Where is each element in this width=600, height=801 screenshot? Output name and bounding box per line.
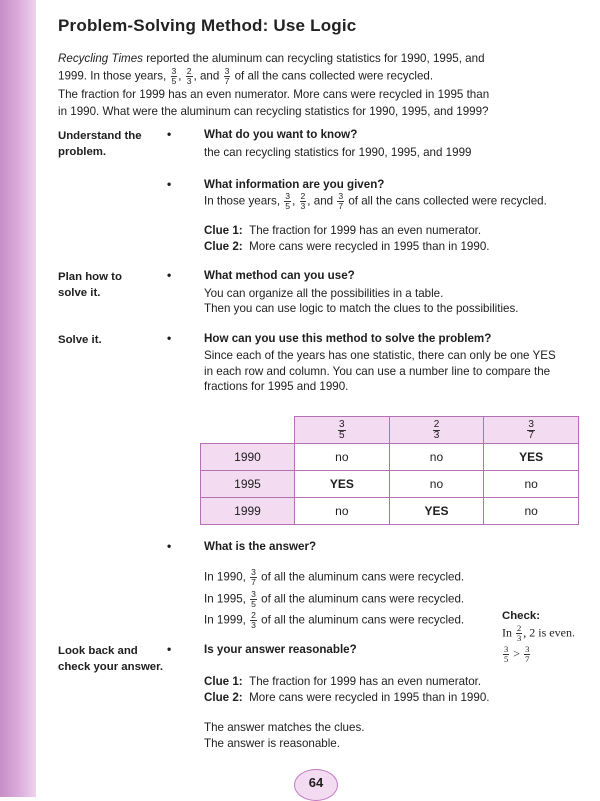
row-header: 1999 xyxy=(201,498,295,525)
step-label-solve: Solve it. xyxy=(58,334,102,346)
solve-text-1: Since each of the years has one statistic, there can only be one YES xyxy=(204,349,556,362)
fraction: $\frac{3}{7}$ xyxy=(251,567,256,587)
row-header: 1995 xyxy=(201,471,295,498)
answer-what-given: In those years, $\frac{3}{5}$ , $\frac{2}{3}$ , and $\frac{3}{7}$ of all the cans collected were recycled. xyxy=(204,191,547,211)
clue-2: Clue 2: More cans were recycled in 1995 than in 1990. xyxy=(204,691,490,704)
table-row xyxy=(201,498,579,525)
fraction: $\frac{3}{7}$ xyxy=(338,191,344,211)
check-box: Check: In $\frac{2}{3}$ , 2 is even. $\frac{3}{5}$ > $\frac{3}{7}$ xyxy=(502,610,575,664)
step-label-look-back: Look back and check your answer. xyxy=(58,645,164,673)
conclusion-2: The answer is reasonable. xyxy=(204,737,340,750)
bullet: • xyxy=(167,268,172,282)
intro-line-2: 1999. In those years, $\frac{3}{5}$ , $\frac{2}{3}$ , and $\frac{3}{7}$ of all the cans collected were recycled. xyxy=(58,66,434,86)
intro-line-4: in 1990. What were the aluminum can recycling statistics for 1990, 1995, and 1999? xyxy=(58,105,489,118)
bullet: • xyxy=(167,127,172,141)
table-cell: no xyxy=(295,444,390,471)
fraction: $\frac{3}{7}$ xyxy=(224,66,230,86)
table-cell: no xyxy=(389,471,484,498)
solve-text-3: fractions for 1995 and 1990. xyxy=(204,380,349,393)
publication-name: Recycling Times xyxy=(58,52,143,65)
fraction: $\frac{2}{3}$ xyxy=(300,191,306,211)
page-title: Problem-Solving Method: Use Logic xyxy=(58,16,357,35)
clue-1: Clue 1: The fraction for 1999 has an even numerator. xyxy=(204,675,482,688)
question-what-answer: What is the answer? xyxy=(204,540,317,553)
decorative-side-strip xyxy=(0,0,36,797)
question-reasonable: Is your answer reasonable? xyxy=(204,643,357,656)
fraction: $\frac{3}{5}$ xyxy=(504,644,509,664)
intro-line-3: The fraction for 1999 has an even numerator. More cans were recycled in 1995 than xyxy=(58,88,490,101)
clue-2: Clue 2: More cans were recycled in 1995 than in 1990. xyxy=(204,240,490,253)
page-number: 64 xyxy=(294,769,338,801)
table-cell: no xyxy=(484,498,579,525)
check-line-compare: $\frac{3}{5}$ > $\frac{3}{7}$ xyxy=(504,644,530,664)
row-header: 1990 xyxy=(201,444,295,471)
question-what-know: What do you want to know? xyxy=(204,128,358,141)
fraction: $\frac{3}{5}$ xyxy=(251,589,256,609)
fraction: $\frac{3}{5}$ xyxy=(171,66,177,86)
table-row xyxy=(201,471,579,498)
answer-method-1: You can organize all the possibilities in a table. xyxy=(204,287,444,300)
column-header: $\frac{2}{3}$ xyxy=(389,417,484,444)
table-header-row xyxy=(201,417,579,444)
step-label-understand: Understand the problem. xyxy=(58,130,142,158)
check-line-even: In $\frac{2}{3}$ , 2 is even. xyxy=(502,623,575,643)
column-header: $\frac{3}{5}$ xyxy=(295,417,390,444)
table-corner xyxy=(201,417,295,444)
answer-line: In 1995, $\frac{3}{5}$ of all the aluminum cans were recycled. xyxy=(204,589,465,609)
question-what-method: What method can you use? xyxy=(204,269,355,282)
table-cell: no xyxy=(389,444,484,471)
answer-what-know: the can recycling statistics for 1990, 1995, and 1999 xyxy=(204,146,472,159)
step-label-plan: Plan how to solve it. xyxy=(58,271,122,299)
bullet: • xyxy=(167,539,172,553)
question-what-given: What information are you given? xyxy=(204,178,385,191)
question-how-use: How can you use this method to solve the problem? xyxy=(204,332,492,345)
conclusion-1: The answer matches the clues. xyxy=(204,721,365,734)
bullet: • xyxy=(167,331,172,345)
clue-1: Clue 1: The fraction for 1999 has an even numerator. xyxy=(204,224,482,237)
fraction: $\frac{3}{5}$ xyxy=(285,191,291,211)
intro-line-1: Recycling Times reported the aluminum can recycling statistics for 1990, 1995, and xyxy=(58,52,485,65)
logic-table xyxy=(200,416,579,525)
answer-method-2: Then you can use logic to match the clues to the possibilities. xyxy=(204,302,519,315)
table-cell: YES xyxy=(484,444,579,471)
table-cell: no xyxy=(295,498,390,525)
fraction: $\frac{3}{7}$ xyxy=(525,644,530,664)
bullet: • xyxy=(167,177,172,191)
table-cell: no xyxy=(484,471,579,498)
table-cell: YES xyxy=(389,498,484,525)
fraction: $\frac{2}{3}$ xyxy=(517,623,522,643)
table-row xyxy=(201,444,579,471)
column-header: $\frac{3}{7}$ xyxy=(484,417,579,444)
answer-line: In 1999, $\frac{2}{3}$ of all the aluminum cans were recycled. xyxy=(204,610,465,630)
fraction: $\frac{2}{3}$ xyxy=(251,610,256,630)
answer-line: In 1990, $\frac{3}{7}$ of all the aluminum cans were recycled. xyxy=(204,567,465,587)
table-cell: YES xyxy=(295,471,390,498)
bullet: • xyxy=(167,642,172,656)
fraction: $\frac{2}{3}$ xyxy=(186,66,192,86)
solve-text-2: in each row and column. You can use a number line to compare the xyxy=(204,365,551,378)
